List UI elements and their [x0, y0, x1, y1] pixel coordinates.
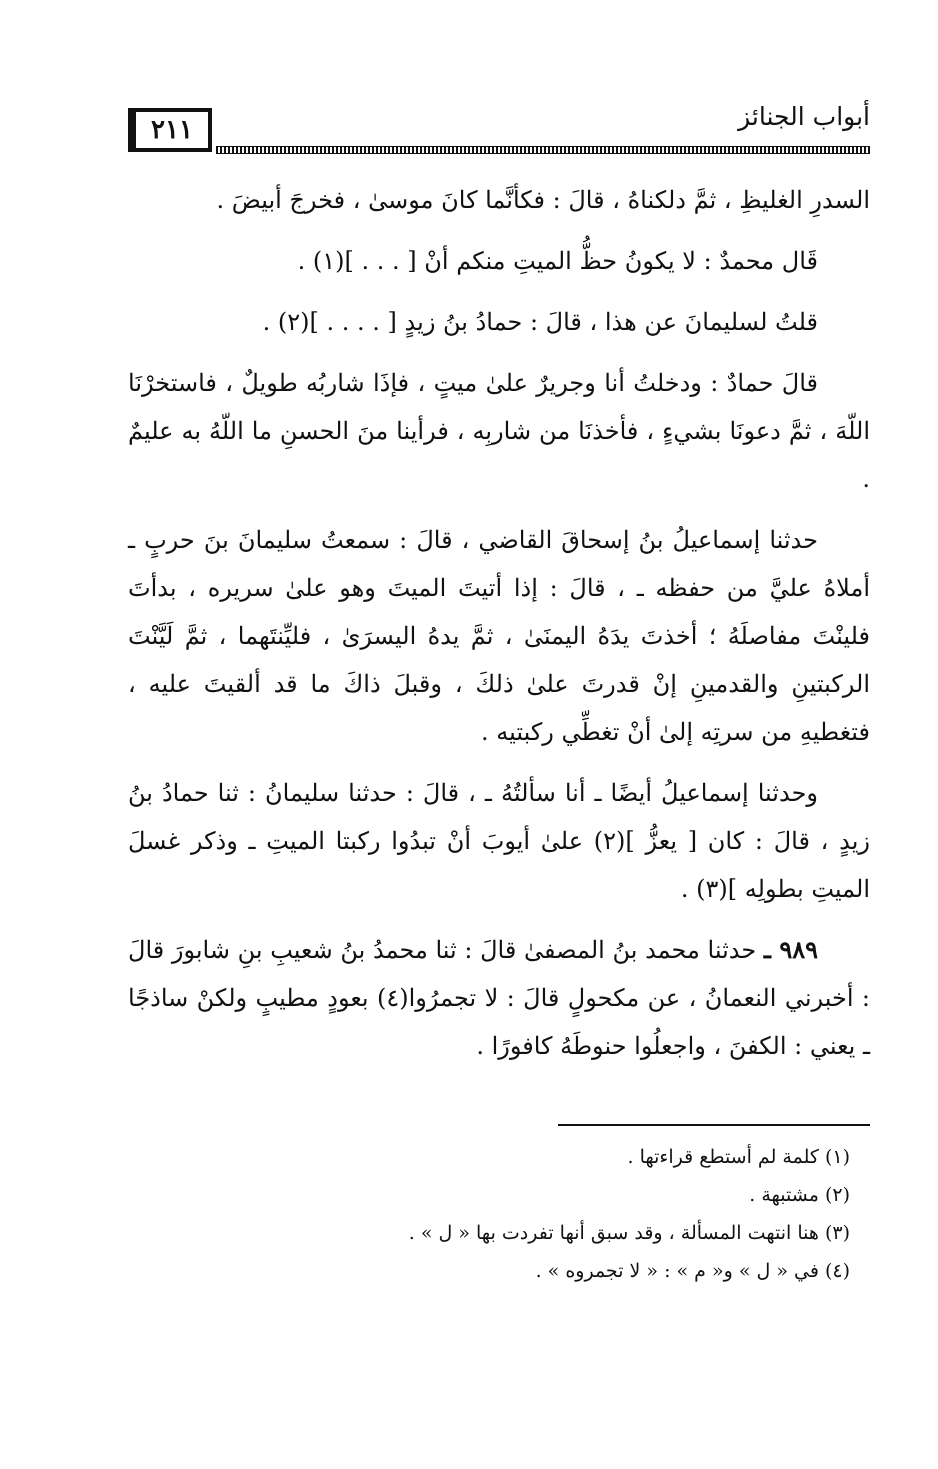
- page-number: ٢١١: [151, 115, 193, 145]
- footnote-divider: [558, 1124, 870, 1126]
- entry-number: ٩٨٩ ـ: [763, 935, 818, 964]
- entry-text: حدثنا محمد بنُ المصفىٰ قالَ : ثنا محمدُ بنُ شعيبِ بنِ شابورَ قالَ : أخبرني النعمانُ ، عن مكحولٍ قالَ : لا تجمرُوا(٤) بعودٍ مطيبٍ ولكنْ ساذجًا ـ يعني : الكفنَ ، واجعلُوا حنوطَهُ كافورًا .: [128, 936, 870, 1060]
- header-rule: [216, 146, 870, 154]
- paragraph: وحدثنا إسماعيلُ أيضًا ـ أنا سألتُهُ ـ ، قالَ : حدثنا سليمانُ : ثنا حمادُ بنُ زيدٍ ، قالَ : كان [ يعزُّ ](٢) علىٰ أيوبَ أنْ تبدُوا ركبتا الميتِ ـ وذكر غسلَ الميتِ بطولِه ](٣) .: [128, 779, 870, 903]
- paragraph: قلتُ لسليمانَ عن هذا ، قالَ : حمادُ بنُ زيدٍ [ . . . . ](٢) .: [262, 308, 818, 336]
- entry-paragraph: [128, 926, 870, 1070]
- page-number-box: [128, 108, 212, 152]
- paragraph: قالَ حمادٌ : ودخلتُ أنا وجريرٌ علىٰ ميتٍ ، فإذَا شاربُه طويلٌ ، فاستخرْنَا اللّهَ ، ثمَّ دعونَا بشيءٍ ، فأخذنَا من شاربِه ، فرأينا منَ الحسنِ ما اللّهُ به عليمٌ .: [128, 369, 870, 493]
- footnote: (٢) مشتبهة .: [749, 1184, 850, 1206]
- footnote: (١) كلمة لم أستطع قراءتها .: [627, 1146, 850, 1168]
- main-text: [128, 176, 870, 1083]
- chapter-title: أبواب الجنائز: [738, 102, 870, 131]
- paragraph: قَال محمدٌ : لا يكونُ حظُّ الميتِ منكم أنْ [ . . . ](١) .: [297, 247, 818, 275]
- footnote: (٤) في « ل » و« م » : « لا تجمروه » .: [535, 1260, 850, 1282]
- footnotes: [128, 1138, 870, 1290]
- paragraph: حدثنا إسماعيلُ بنُ إسحاقَ القاضي ، قالَ : سمعتُ سليمانَ بنَ حربٍ ـ أملاهُ عليَّ من حفظه ـ ، قالَ : إذا أتيتَ الميتَ وهو علىٰ سريره ، بدأتَ فلينْتَ مفاصلَهُ ؛ أخذتَ يدَهُ اليمنَىٰ ، ثمَّ يدهُ اليسرَىٰ ، فليِّنتَهما ، ثمَّ لَيَّنْتَ الركبتينِ والقدمينِ إنْ قدرتَ علىٰ ذلكَ ، وقبلَ ذاكَ ما قد ألقيتَ عليه ، فتغطيهِ من سرتِه إلىٰ أنْ تغطِّي ركبتيه .: [128, 526, 870, 746]
- page-header: [128, 96, 870, 166]
- footnote: (٣) هنا انتهت المسألة ، وقد سبق أنها تفردت بها « ل » .: [408, 1222, 850, 1244]
- paragraph: السدرِ الغليظِ ، ثمَّ دلكناهُ ، قالَ : فكأنَّما كانَ موسىٰ ، فخرجَ أبيضَ .: [216, 186, 870, 214]
